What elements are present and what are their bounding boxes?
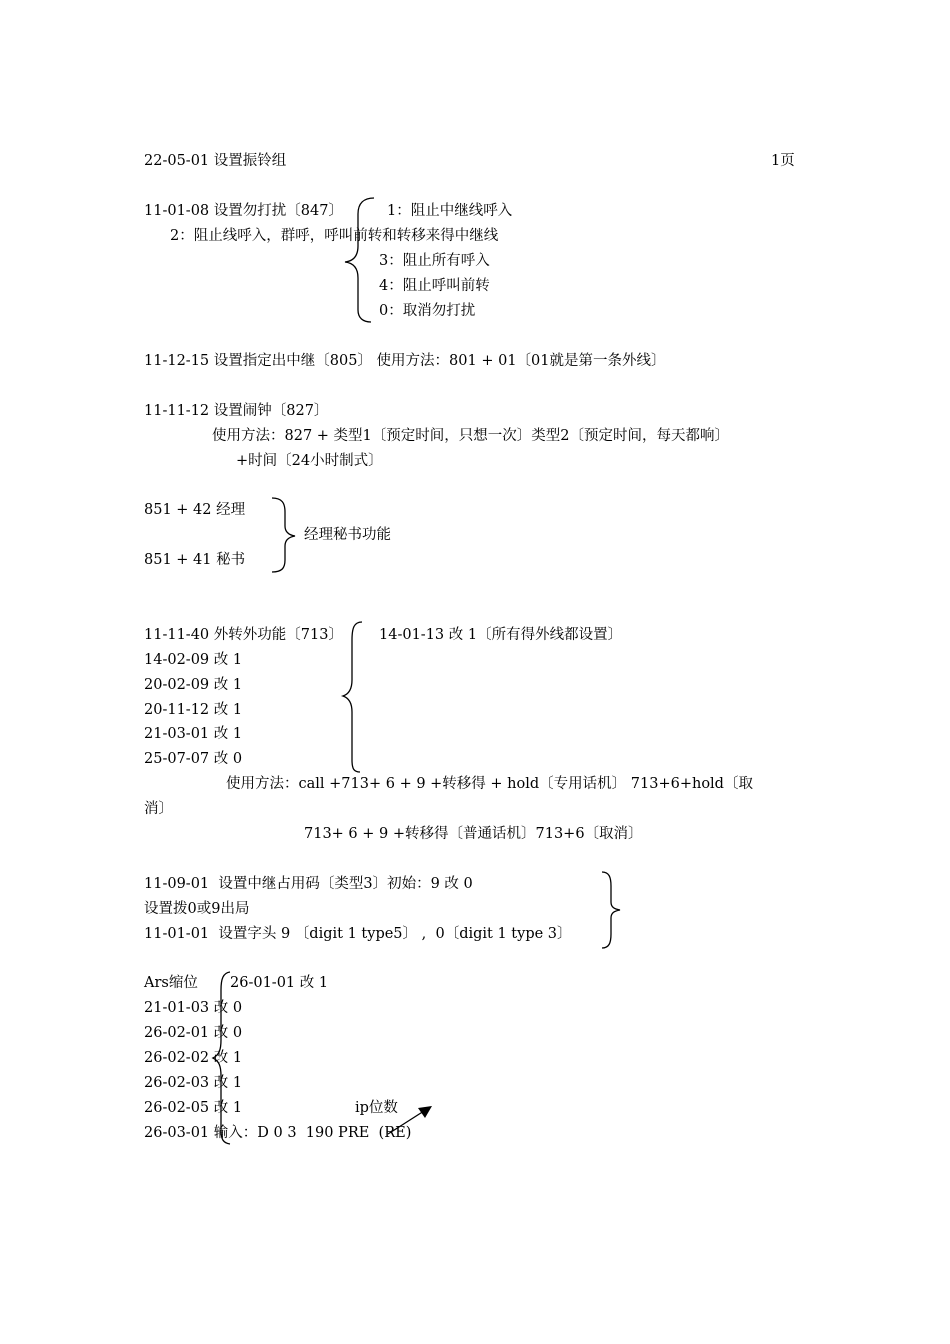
transfer-usage-2: 713+ 6 + 9 +转移得〔普通话机〕713+6〔取消〕 [304,826,643,842]
trunk-code-line-3: 11-01-01 设置字头 9 〔digit 1 type5〕 , 0〔digit 1 type 3〕 [144,926,572,942]
page-number: 1页 [771,153,795,169]
dnd-title: 11-01-08 设置勿打扰〔847〕 [144,203,343,219]
ars-label: Ars缩位 [144,975,198,991]
ars-last: 26-03-01 输入：D 0 3 190 PRE (RE) [144,1125,412,1141]
dnd-option-2: 2：阻止线呼入，群呼，呼叫前转和转移来得中继线 [170,228,499,244]
dnd-option-1: 1：阻止中继线呼入 [387,203,513,219]
boss-right-brace [272,498,295,572]
transfer-item: 20-11-12 改 1 [144,702,243,718]
dnd-option-0: 0：取消勿打扰 [379,303,476,319]
ars-item: 26-02-05 改 1 [144,1100,243,1116]
boss-secretary: 851 + 41 秘书 [144,552,246,568]
alarm-time: +时间〔24小时制式〕 [236,453,383,469]
ars-first: 26-01-01 改 1 [230,975,329,991]
ars-ip-note: ip位数 [355,1100,398,1116]
alarm-usage: 使用方法：827 + 类型1〔预定时间，只想一次〕类型2〔预定时间，每天都响〕 [212,428,729,444]
ars-item: 26-02-03 改 1 [144,1075,243,1091]
trunk-code-line-2: 设置拨0或9出局 [144,901,250,917]
boss-manager: 851 + 42 经理 [144,502,246,518]
transfer-left-brace [343,622,362,772]
transfer-item: 21-03-01 改 1 [144,726,243,742]
dnd-left-brace [345,198,374,322]
dnd-option-3: 3：阻止所有呼入 [379,253,490,269]
trunk-code-line-1: 11-09-01 设置中继占用码〔类型3〕初始：9 改 0 [144,876,473,892]
dnd-option-4: 4：阻止呼叫前转 [379,278,490,294]
transfer-item: 25-07-07 改 0 [144,751,243,767]
transfer-item: 20-02-09 改 1 [144,677,243,693]
transfer-usage: 使用方法：call +713+ 6 + 9 +转移得 + hold〔专用话机〕 713+6+hold〔取 [226,776,753,792]
page-title: 22-05-01 设置振铃组 [144,153,287,169]
transfer-usage-cont: 消〕 [144,801,173,817]
transfer-title: 11-11-40 外转外功能〔713〕 [144,627,343,643]
alarm-title: 11-11-12 设置闹钟〔827〕 [144,403,329,419]
transfer-item: 14-02-09 改 1 [144,652,243,668]
ars-item: 21-01-03 改 0 [144,1000,243,1016]
transfer-first: 14-01-13 改 1〔所有得外线都设置〕 [379,627,623,643]
ip-arrow-head [418,1106,432,1118]
trunk-code-right-brace [602,872,620,948]
trunk-line: 11-12-15 设置指定出中继〔805〕 使用方法：801 + 01〔01就是第一条外线〕 [144,353,666,369]
ars-item: 26-02-01 改 0 [144,1025,243,1041]
ars-item: 26-02-02 改 1 [144,1050,243,1066]
boss-label: 经理秘书功能 [304,527,391,543]
